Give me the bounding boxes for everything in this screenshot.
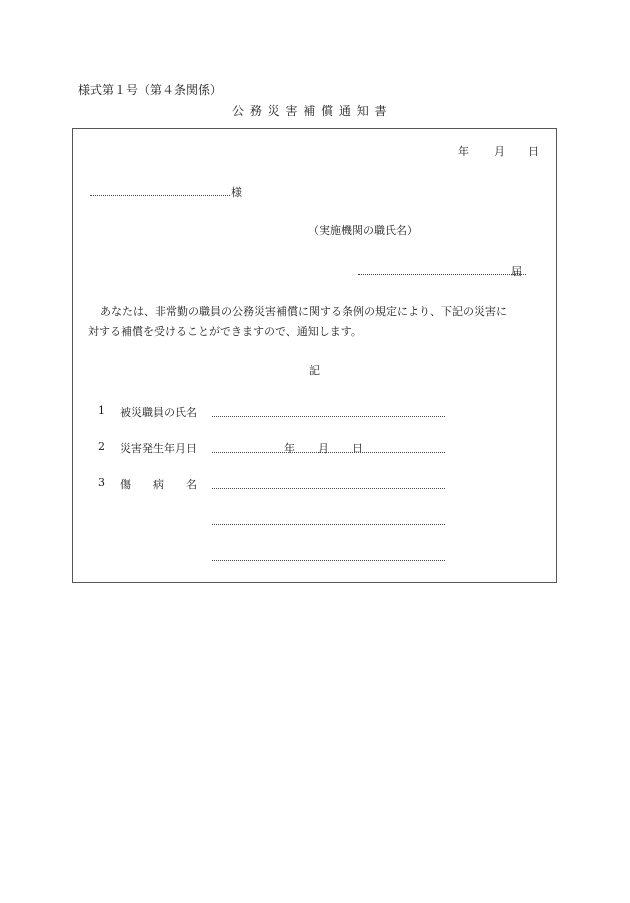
item-3-field-line-1[interactable] xyxy=(212,488,445,489)
item-2-month-label: 月 xyxy=(318,442,329,455)
item-2-field-line[interactable] xyxy=(212,452,445,453)
item-3-field-line-2[interactable] xyxy=(212,524,445,525)
item-1-field-line[interactable] xyxy=(212,416,445,417)
item-2-year-label: 年 xyxy=(284,442,295,455)
sender-suffix: 届 xyxy=(511,265,522,278)
document-title: 公 務 災 害 補 償 通 知 書 xyxy=(232,104,388,118)
item-2-number: 2 xyxy=(98,440,105,453)
ki-heading: 記 xyxy=(309,364,320,377)
item-3-number: 3 xyxy=(98,476,105,489)
item-3-field-line-3[interactable] xyxy=(212,560,445,561)
sender-name-line[interactable] xyxy=(358,274,526,275)
date-month-label: 月 xyxy=(494,145,505,158)
item-3-label: 傷 病 名 xyxy=(120,478,197,491)
form-frame xyxy=(72,128,557,583)
body-text-line-1: あなたは、非常勤の職員の公務災害補償に関する条例の規定により、下記の災害に xyxy=(100,305,507,318)
item-2-label: 災害発生年月日 xyxy=(120,442,197,455)
addressee-suffix: 様 xyxy=(231,186,242,199)
form-number: 様式第１号（第４条関係） xyxy=(78,83,223,97)
date-day-label: 日 xyxy=(528,145,539,158)
item-2-day-label: 日 xyxy=(352,442,363,455)
item-1-label: 被災職員の氏名 xyxy=(120,406,197,419)
sender-caption: （実施機関の職氏名） xyxy=(308,224,418,237)
date-year-label: 年 xyxy=(458,145,469,158)
item-1-number: 1 xyxy=(98,404,105,417)
body-text-line-2: 対する補償を受けることができますので、通知します。 xyxy=(88,325,362,338)
addressee-name-line[interactable] xyxy=(90,195,230,196)
